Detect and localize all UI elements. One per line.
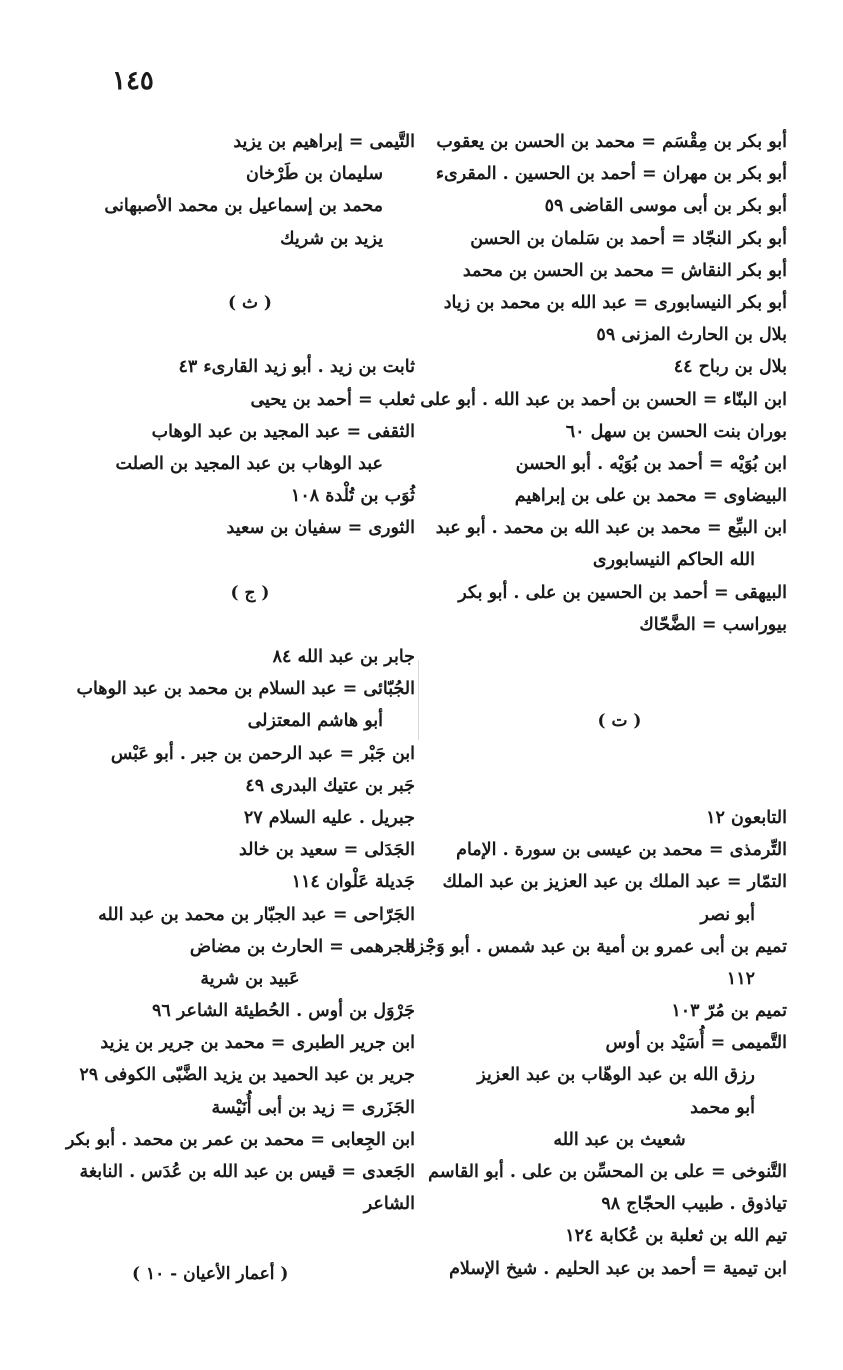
index-entry: بيوراسب = الضَّحّاك	[639, 614, 787, 635]
index-entry-continuation: رزق الله بن عبد الوهّاب بن عبد العزيز	[477, 1065, 755, 1086]
index-entry: أبو بكر النقاش = محمد بن الحسن بن محمد	[462, 260, 787, 281]
column-divider	[418, 660, 419, 740]
index-entry: جرير بن عبد الحميد بن يزيد الضَّبّى الكوفى ٢٩	[79, 1065, 415, 1086]
index-entry: التَّميمى = أُسَيْد بن أوس	[605, 1033, 787, 1054]
index-entry: جَبر بن عتيك البدرى ٤٩	[245, 775, 415, 796]
index-entry: جَديلة عَلْوان ١١٤	[291, 872, 415, 893]
index-entry-continuation: أبو هاشم المعتزلى	[247, 711, 383, 732]
index-entry: ابن بُوَيْه = أحمد بن بُوَيْه . أبو الحسن	[515, 453, 787, 474]
index-entry: جبريل . عليه السلام ٢٧	[243, 807, 415, 828]
blank-line	[452, 770, 787, 802]
index-entry: التَّيمى = إبراهيم بن يزيد	[233, 132, 415, 152]
index-entry: الجَرّاحى = عبد الجبّار بن محمد بن عبد الله	[98, 904, 415, 925]
index-entry: ابن الجِعابى = محمد بن عمر بن محمد . أبو بكر	[66, 1129, 415, 1150]
index-entry: جابر بن عبد الله ٨٤	[272, 647, 415, 667]
index-entry: أبو بكر بن مِقْسَم = محمد بن الحسن بن يعقوب	[436, 132, 787, 152]
index-entry: تميم بن مُرّ ١٠٣	[671, 1001, 787, 1022]
index-entry-continuation: يزيد بن شريك	[280, 228, 383, 249]
index-entry: أبو بكر النجّاد = أحمد بن سَلمان بن الحسن	[470, 228, 787, 249]
index-entry: الجَدَلى = سعيد بن خالد	[238, 840, 415, 861]
index-entry: جَرْوَل بن أوس . الحُطيئة الشاعر ٩٦	[152, 1001, 415, 1022]
blank-line	[452, 738, 787, 770]
index-entry: بلال بن رباح ٤٤	[673, 357, 787, 378]
index-entry: تيم الله بن ثعلبة بن عُكابة ١٢٤	[565, 1226, 787, 1247]
blank-line	[85, 319, 415, 351]
index-entry: الجَعدى = قيس بن عبد الله بن عُدَس . النابغة	[79, 1162, 415, 1182]
footer-signature: ( أعمار الأعيان - ١٠ )	[132, 1264, 289, 1284]
index-entry: تياذوق . طبيب الحجّاج ٩٨	[601, 1194, 787, 1215]
index-entry: ابن جرير الطبرى = محمد بن جرير بن يزيد	[100, 1033, 415, 1054]
index-entry: بوران بنت الحسن بن سهل ٦٠	[565, 421, 787, 442]
index-entry: الثقفى = عبد المجيد بن عبد الوهاب	[151, 421, 415, 442]
index-entry: التابعون ١٢	[706, 807, 787, 828]
index-entry: أبو بكر بن أبى موسى القاضى ٥٩	[544, 196, 787, 217]
index-entry: الثورى = سفيان بن سعيد	[226, 518, 415, 539]
blank-line	[85, 255, 415, 287]
right-column	[406, 126, 787, 1285]
index-entry: ثابت بن زيد . أبو زيد القارىء ٤٣	[178, 357, 415, 378]
index-entry: البيهقى = أحمد بن الحسين بن على . أبو بكر	[458, 582, 787, 603]
index-entry-continuation: ١١٢	[726, 968, 755, 989]
blank-line	[85, 609, 415, 641]
index-entry: ابن تيمية = أحمد بن عبد الحليم . شيخ الإسلام	[449, 1258, 787, 1279]
index-entry: التِّرمذى = محمد بن عيسى بن سورة . الإمام	[456, 840, 787, 861]
index-entry: الشاعر	[363, 1194, 415, 1215]
index-entry: الجرهمى = الحارث بن مضاض	[189, 936, 415, 957]
section-heading: ( ث )	[228, 292, 272, 313]
index-entry-continuation: محمد بن إسماعيل بن محمد الأصبهانى	[104, 196, 383, 217]
index-entry: الجُبّائى = عبد السلام بن محمد بن عبد الوهاب	[76, 679, 415, 700]
index-entry: ابن جَبْر = عبد الرحمن بن جبر . أبو عَبْس	[110, 743, 415, 764]
section-heading: ( ج )	[230, 582, 270, 603]
blank-line	[85, 544, 415, 576]
section-heading: ( ت )	[597, 711, 642, 732]
index-entry: بلال بن الحارث المزنى ٥٩	[596, 325, 787, 346]
index-entry: الجَزَرى = زيد بن أبى أُنَيْسة	[211, 1097, 415, 1118]
index-entry: التَّنوخى = على بن المحسِّن بن على . أبو القاسم	[428, 1162, 787, 1182]
blank-line	[452, 673, 787, 705]
index-entry: أبو بكر النيسابورى = عبد الله بن محمد بن زياد	[443, 292, 787, 313]
index-entry: التمّار = عبد الملك بن عبد العزيز بن عبد الملك	[442, 872, 787, 893]
index-entry-continuation: شعيث بن عبد الله	[553, 1129, 686, 1150]
index-entry: ابن البنّاء = الحسن بن أحمد بن عبد الله . أبو على	[420, 389, 787, 410]
left-column	[66, 126, 415, 1220]
page-number: ١٤٥	[112, 66, 154, 96]
index-entry: ابن البيِّع = محمد بن عبد الله بن محمد . أبو عبد	[435, 518, 787, 539]
blank-line	[452, 641, 787, 673]
index-entry: البيضاوى = محمد بن على بن إبراهيم	[514, 486, 787, 507]
index-entry-continuation: عبد الوهاب بن عبد المجيد بن الصلت	[115, 453, 383, 474]
index-entry-continuation: عَبيد بن شرية	[200, 968, 300, 989]
index-entry-continuation: أبو محمد	[690, 1097, 755, 1118]
index-entry: تميم بن أبى عمرو بن أمية بن عبد شمس . أبو وَجْزة	[406, 936, 787, 957]
index-entry: أبو بكر بن مهران = أحمد بن الحسين . المقرىء	[435, 164, 787, 185]
index-entry-continuation: سليمان بن طَرْخان	[245, 164, 383, 185]
index-entry: ثعلب = أحمد بن يحيى	[250, 389, 415, 410]
index-entry-continuation: أبو نصر	[700, 904, 755, 925]
index-entry-continuation: الله الحاكم النيسابورى	[592, 550, 755, 571]
index-entry: ثُوَب بن تُلْدة ١٠٨	[290, 486, 415, 507]
